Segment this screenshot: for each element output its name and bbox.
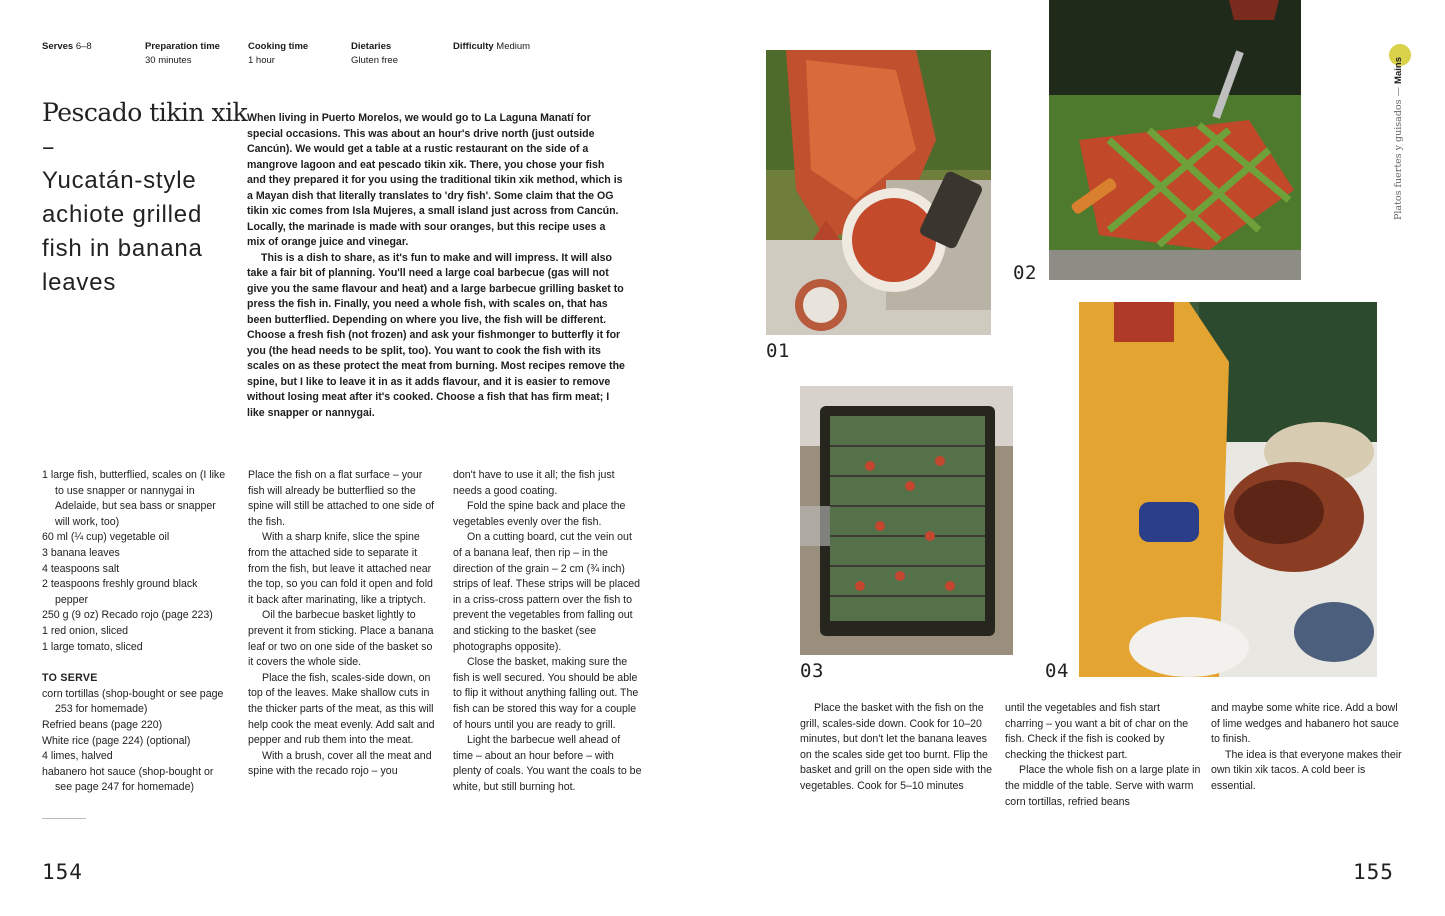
cook-time-meta [248,40,308,68]
photo-04-serving-table [1079,302,1377,677]
serves-label: Serves [42,41,74,52]
method-paragraph: Close the basket, making sure the fish is well secured. You should be able to flip it without anything falling out. The fish can be stored this way for a couple of hours until you are ready to grill. [453,656,639,731]
subtitle-line: fish in banana [42,235,203,262]
to-serve-heading: TO SERVE [42,672,98,685]
ingredient-item: 4 teaspoons salt [42,562,120,575]
serve-item: White rice (page 224) (optional) [42,734,191,747]
photo-number-03: 03 [800,660,824,682]
method-paragraph: Oil the barbecue basket lightly to prevent it from sticking. Place a banana leaf or two on one side of the basket so it covers the whole side. [248,609,434,669]
ingredient-item: 250 g (9 oz) Recado rojo (page 223) [42,609,213,622]
cook-time-label: Cooking time [248,41,309,52]
ingredient-item: 1 red onion, sliced [42,624,128,637]
photo-03-grill [800,386,1013,655]
photo-number-01: 01 [766,340,790,362]
method-paragraph: Place the basket with the fish on the grill, scales-side down. Cook for 10–20 minutes, but don't let the banana leaves on the scales side get too burnt. Flip the basket and grill on the open side with the vegetables. Cook for 5–10 minutes [800,702,992,792]
prep-time-label: Preparation time [145,41,220,52]
photo-02-fish-in-basket [1049,0,1301,280]
method-paragraph: On a cutting board, cut the vein out of a banana leaf, then rip – in the direction of the grain – 2 cm (¾ inch) strips of leaf. These strips will be placed in a criss-cross pattern over the fish to prevent the vegetables from falling out and sticking to the basket (see photographs opposite). [453,531,641,653]
method-column-5 [1211,701,1403,795]
photo-number-02: 02 [1013,262,1037,284]
serve-item: 4 limes, halved [42,750,113,763]
serve-item: habanero hot sauce (shop-bought or see page 247 for homemade) [42,765,214,794]
serve-item: corn tortillas (shop-bought or see page 253 for homemade) [42,687,224,716]
divider-line [42,818,86,819]
prep-time-meta [145,40,220,68]
method-column-2 [453,468,643,795]
method-column-3 [800,701,992,795]
ingredient-item: 1 large fish, butterflied, scales on (I like to use snapper or nannygai in Adelaide, but sea bass or snapper will work, too) [42,469,226,528]
ingredient-item: 60 ml (¼ cup) vegetable oil [42,531,170,544]
serves-value: 6–8 [75,41,92,52]
cook-time-value: 1 hour [248,55,275,66]
method-paragraph: don't have to use it all; the fish just needs a good coating. [453,469,615,497]
method-paragraph: With a brush, cover all the meat and spine with the recado rojo – you [248,749,432,778]
section-marker [1393,57,1404,220]
page-number-left: 154 [42,860,83,884]
ingredient-item: 2 teaspoons freshly ground black pepper [42,578,198,606]
page-number-right: 155 [1353,860,1394,884]
method-paragraph: The idea is that everyone makes their own tikin xik tacos. A cold beer is essential. [1211,748,1402,792]
method-paragraph: Place the whole fish on a large plate in the middle of the table. Serve with warm corn tortillas, refried beans [1005,764,1201,808]
method-paragraph: Light the barbecue well ahead of time – about an hour before – with plenty of coals. You want the coals to be white, but still burning hot. [453,734,642,793]
difficulty-label: Difficulty [453,41,494,52]
section-name: Mains [1393,57,1404,84]
subtitle-line: leaves [42,269,117,296]
chapter-name: Platos fuertes y guisados [1393,99,1404,220]
subtitle-line: Yucatán-style [42,167,197,194]
dietaries-label: Dietaries [351,41,392,52]
section-separator: — [1393,86,1404,97]
difficulty-value: Medium [496,41,531,52]
method-column-4 [1005,701,1201,810]
ingredient-item: 1 large tomato, sliced [42,640,143,653]
intro-paragraph: This is a dish to share, as it's fun to make and will impress. It will also take a fair bit of planning. You'll need a large coal barbecue (gas will not give you the same flavour and heat) and a large barbecue grilling basket to press the fish in. Finally, you need a whole fish, with scales on, that has been butterflied. Depending on where you live, the fish will be different. Choose a fresh fish (not frozen) and ask your fishmonger to butterfly it for you (the head needs to be split, too). You want to cook the fish with its scales on as these protect the meat from burning. Most recipes remove the spine, but I like to leave it in as it adds flavour, and it is easier to remove without losing meat after it's cooked. Choose a fish that has firm meat; I like snapper or nannygai. [247,251,625,419]
difficulty-meta [453,40,530,54]
method-paragraph: Fold the spine back and place the vegetables evenly over the fish. [453,500,626,528]
method-paragraph: until the vegetables and fish start charring – you want a bit of char on the fish. Check if the fish is cooked by checking the thickest part. [1005,702,1189,761]
serves-meta [42,40,92,54]
title-dash: – [42,132,54,161]
method-paragraph: Place the fish, scales-side down, on top of the leaves. Make shallow cuts in the thicker parts of the meat, as this will help cook the meat evenly. Add salt and pepper and rub them into the meat. [248,671,435,747]
method-paragraph: With a sharp knife, slice the spine from the attached side to separate it from the fish, but leave it attached near the top, so you can fold it open and fold it back after marinating, like a triptych. [248,531,433,606]
photo-01-fish-marinade [766,50,991,335]
subtitle-line: achiote grilled [42,201,203,228]
intro-text [247,111,625,421]
ingredient-item: 3 banana leaves [42,546,120,559]
serve-item: Refried beans (page 220) [42,718,163,731]
recipe-subtitle [42,164,232,300]
recipe-title: Pescado tikin xik [42,98,248,127]
method-paragraph: Place the fish on a flat surface – your fish will already be butterflied so the spine will still be attached to one side of the fish. [248,469,435,528]
dietaries-value: Gluten free [351,55,398,66]
prep-time-value: 30 minutes [145,55,192,66]
method-paragraph: and maybe some white rice. Add a bowl of lime wedges and habanero hot sauce to finish. [1211,702,1399,746]
intro-paragraph: When living in Puerto Morelos, we would go to La Laguna Manatí for special occasions. This was about an hour's drive north (just outside Cancún). We would get a table at a rustic restaurant on the side of a mangrove lagoon and eat pescado tikin xik. There, you chose your fish and they prepared it for you using the traditional tikin xik method, which is a Mayan dish that literally translates to 'dry fish'. Some claim that the OG tikin xic comes from Isla Mujeres, a small island just across from Cancún. Locally, the marinade is made with sour oranges, but this recipe uses a mix of orange juice and vinegar. [247,112,623,248]
photo-number-04: 04 [1045,660,1069,682]
dietaries-meta [351,40,398,68]
ingredients-list [42,468,232,796]
method-column-1 [248,468,440,780]
